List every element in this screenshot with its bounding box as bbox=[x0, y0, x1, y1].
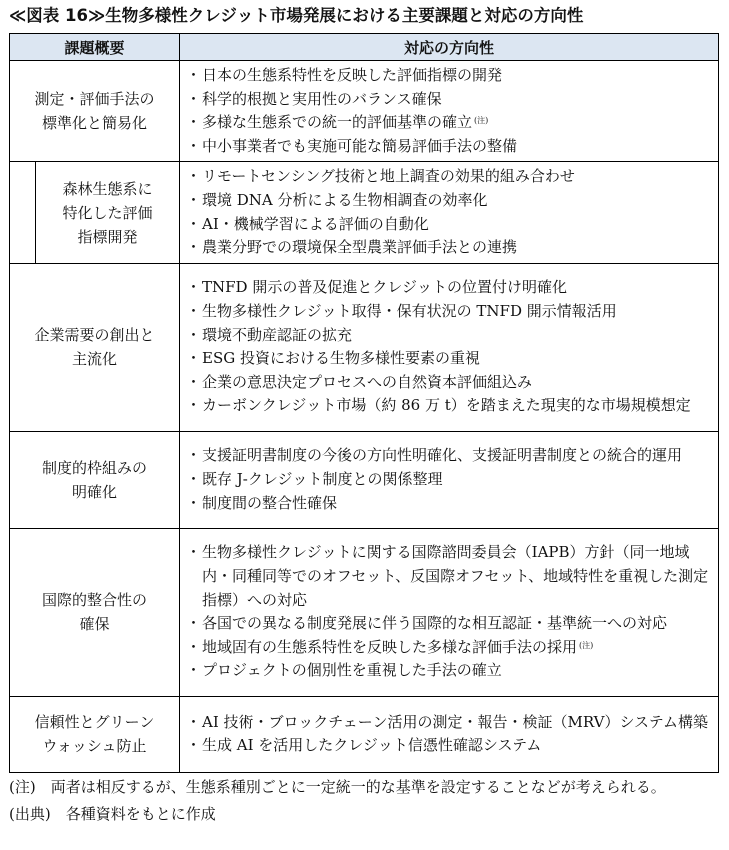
source-note: (出典) 各種資料をもとに作成 bbox=[9, 805, 216, 823]
direction-list bbox=[188, 64, 710, 158]
direction-cell bbox=[180, 263, 719, 431]
category-line: 標準化と簡易化 bbox=[42, 114, 148, 133]
subcategory-cell bbox=[36, 162, 180, 263]
footnote: (注) 両者は相反するが、生態系種別ごとに一定統一的な基準を設定することなどが考えられる。 bbox=[9, 778, 666, 796]
list-item: ・ AI 技術・ブロックチェーン活用の測定・報告・検証（MRV）システム構築 bbox=[188, 711, 710, 735]
list-item: ・ 環境不動産認証の拡充 bbox=[188, 324, 710, 348]
list-item: ・ 既存 J-クレジット制度との関係整理 bbox=[188, 468, 710, 492]
header-overview: 課題概要 bbox=[10, 34, 180, 61]
category-cell bbox=[10, 696, 180, 772]
list-item: ・ AI・機械学習による評価の自動化 bbox=[188, 213, 710, 237]
list-item: ・ 企業の意思決定プロセスへの自然資本評価組込み bbox=[188, 371, 710, 395]
issues-table bbox=[9, 33, 719, 773]
category-cell bbox=[10, 431, 180, 528]
list-item: ・ 日本の生態系特性を反映した評価指標の開発 bbox=[188, 64, 710, 88]
category-line: 明確化 bbox=[72, 482, 118, 501]
table-row bbox=[10, 431, 719, 528]
category-cell bbox=[10, 61, 180, 162]
category-line: 国際的整合性の bbox=[42, 591, 148, 610]
note-marker: (注) bbox=[579, 640, 594, 650]
category-cell bbox=[10, 263, 180, 431]
list-item: ・ TNFD 開示の普及促進とクレジットの位置付け明確化 bbox=[188, 276, 710, 300]
direction-list bbox=[188, 541, 710, 683]
list-item: ・ 生成 AI を活用したクレジット信憑性確認システム bbox=[188, 734, 710, 758]
note-marker: (注) bbox=[474, 116, 489, 126]
nested-indent-cell bbox=[10, 162, 36, 263]
list-item: ・ カーボンクレジット市場（約 86 万 t）を踏まえた現実的な市場規模想定 bbox=[188, 394, 710, 418]
figure-title: ≪図表 16≫生物多様性クレジット市場発展における主要課題と対応の方向性 bbox=[9, 6, 584, 25]
list-item: ・ リモートセンシング技術と地上調査の効果的組み合わせ bbox=[188, 165, 710, 189]
direction-list bbox=[188, 165, 710, 259]
category-line: 指標開発 bbox=[77, 227, 138, 246]
direction-cell bbox=[180, 528, 719, 696]
category-line: 確保 bbox=[79, 615, 110, 634]
list-item: ・ 生物多様性クレジット取得・保有状況の TNFD 開示情報活用 bbox=[188, 300, 710, 324]
direction-cell bbox=[180, 162, 719, 263]
category-line: 森林生態系に bbox=[62, 179, 153, 198]
list-item: ・ 多様な生態系での統一的評価基準の確立 $^{(注)}$ bbox=[188, 111, 710, 135]
direction-cell bbox=[180, 431, 719, 528]
list-item: ・ 地域固有の生態系特性を反映した多様な評価手法の採用 $^{(注)}$ bbox=[188, 636, 710, 660]
direction-list bbox=[188, 711, 710, 758]
list-item: ・ 生物多様性クレジットに関する国際諮問委員会（IAPB）方針（同一地域内・同種同等でのオフセット、反国際オフセット、地域特性を重視した測定指標）への対応 bbox=[188, 541, 710, 612]
list-item: ・ ESG 投資における生物多様性要素の重視 bbox=[188, 347, 710, 371]
table-row bbox=[10, 61, 719, 162]
category-line: 企業需要の創出と bbox=[34, 326, 155, 345]
direction-cell bbox=[180, 696, 719, 772]
table-row bbox=[10, 162, 719, 263]
list-item: ・ プロジェクトの個別性を重視した手法の確立 bbox=[188, 659, 710, 683]
list-item: ・ 農業分野での環境保全型農業評価手法との連携 bbox=[188, 236, 710, 260]
list-item: ・ 環境 DNA 分析による生物相調査の効率化 bbox=[188, 189, 710, 213]
table-row bbox=[10, 263, 719, 431]
direction-list bbox=[188, 276, 710, 418]
direction-list bbox=[188, 444, 710, 515]
list-item: ・ 支援証明書制度の今後の方向性明確化、支援証明書制度との統合的運用 bbox=[188, 444, 710, 468]
category-line: 信頼性とグリーン bbox=[34, 713, 155, 732]
table-row bbox=[10, 696, 719, 772]
list-item: ・ 制度間の整合性確保 bbox=[188, 492, 710, 516]
direction-cell bbox=[180, 61, 719, 162]
category-cell bbox=[10, 528, 180, 696]
category-line: 主流化 bbox=[72, 350, 118, 369]
table-body bbox=[10, 61, 719, 773]
table-row bbox=[10, 528, 719, 696]
header-direction: 対応の方向性 bbox=[180, 34, 719, 61]
category-line: 制度的枠組みの bbox=[42, 458, 148, 477]
category-line: 特化した評価 bbox=[62, 203, 153, 222]
list-item: ・ 各国での異なる制度発展に伴う国際的な相互認証・基準統一への対応 bbox=[188, 612, 710, 636]
category-line: ウォッシュ防止 bbox=[42, 737, 147, 756]
list-item: ・ 科学的根拠と実用性のバランス確保 bbox=[188, 88, 710, 112]
header-row bbox=[10, 34, 719, 61]
list-item: ・ 中小事業者でも実施可能な簡易評価手法の整備 bbox=[188, 135, 710, 159]
category-line: 測定・評価手法の bbox=[34, 90, 155, 109]
